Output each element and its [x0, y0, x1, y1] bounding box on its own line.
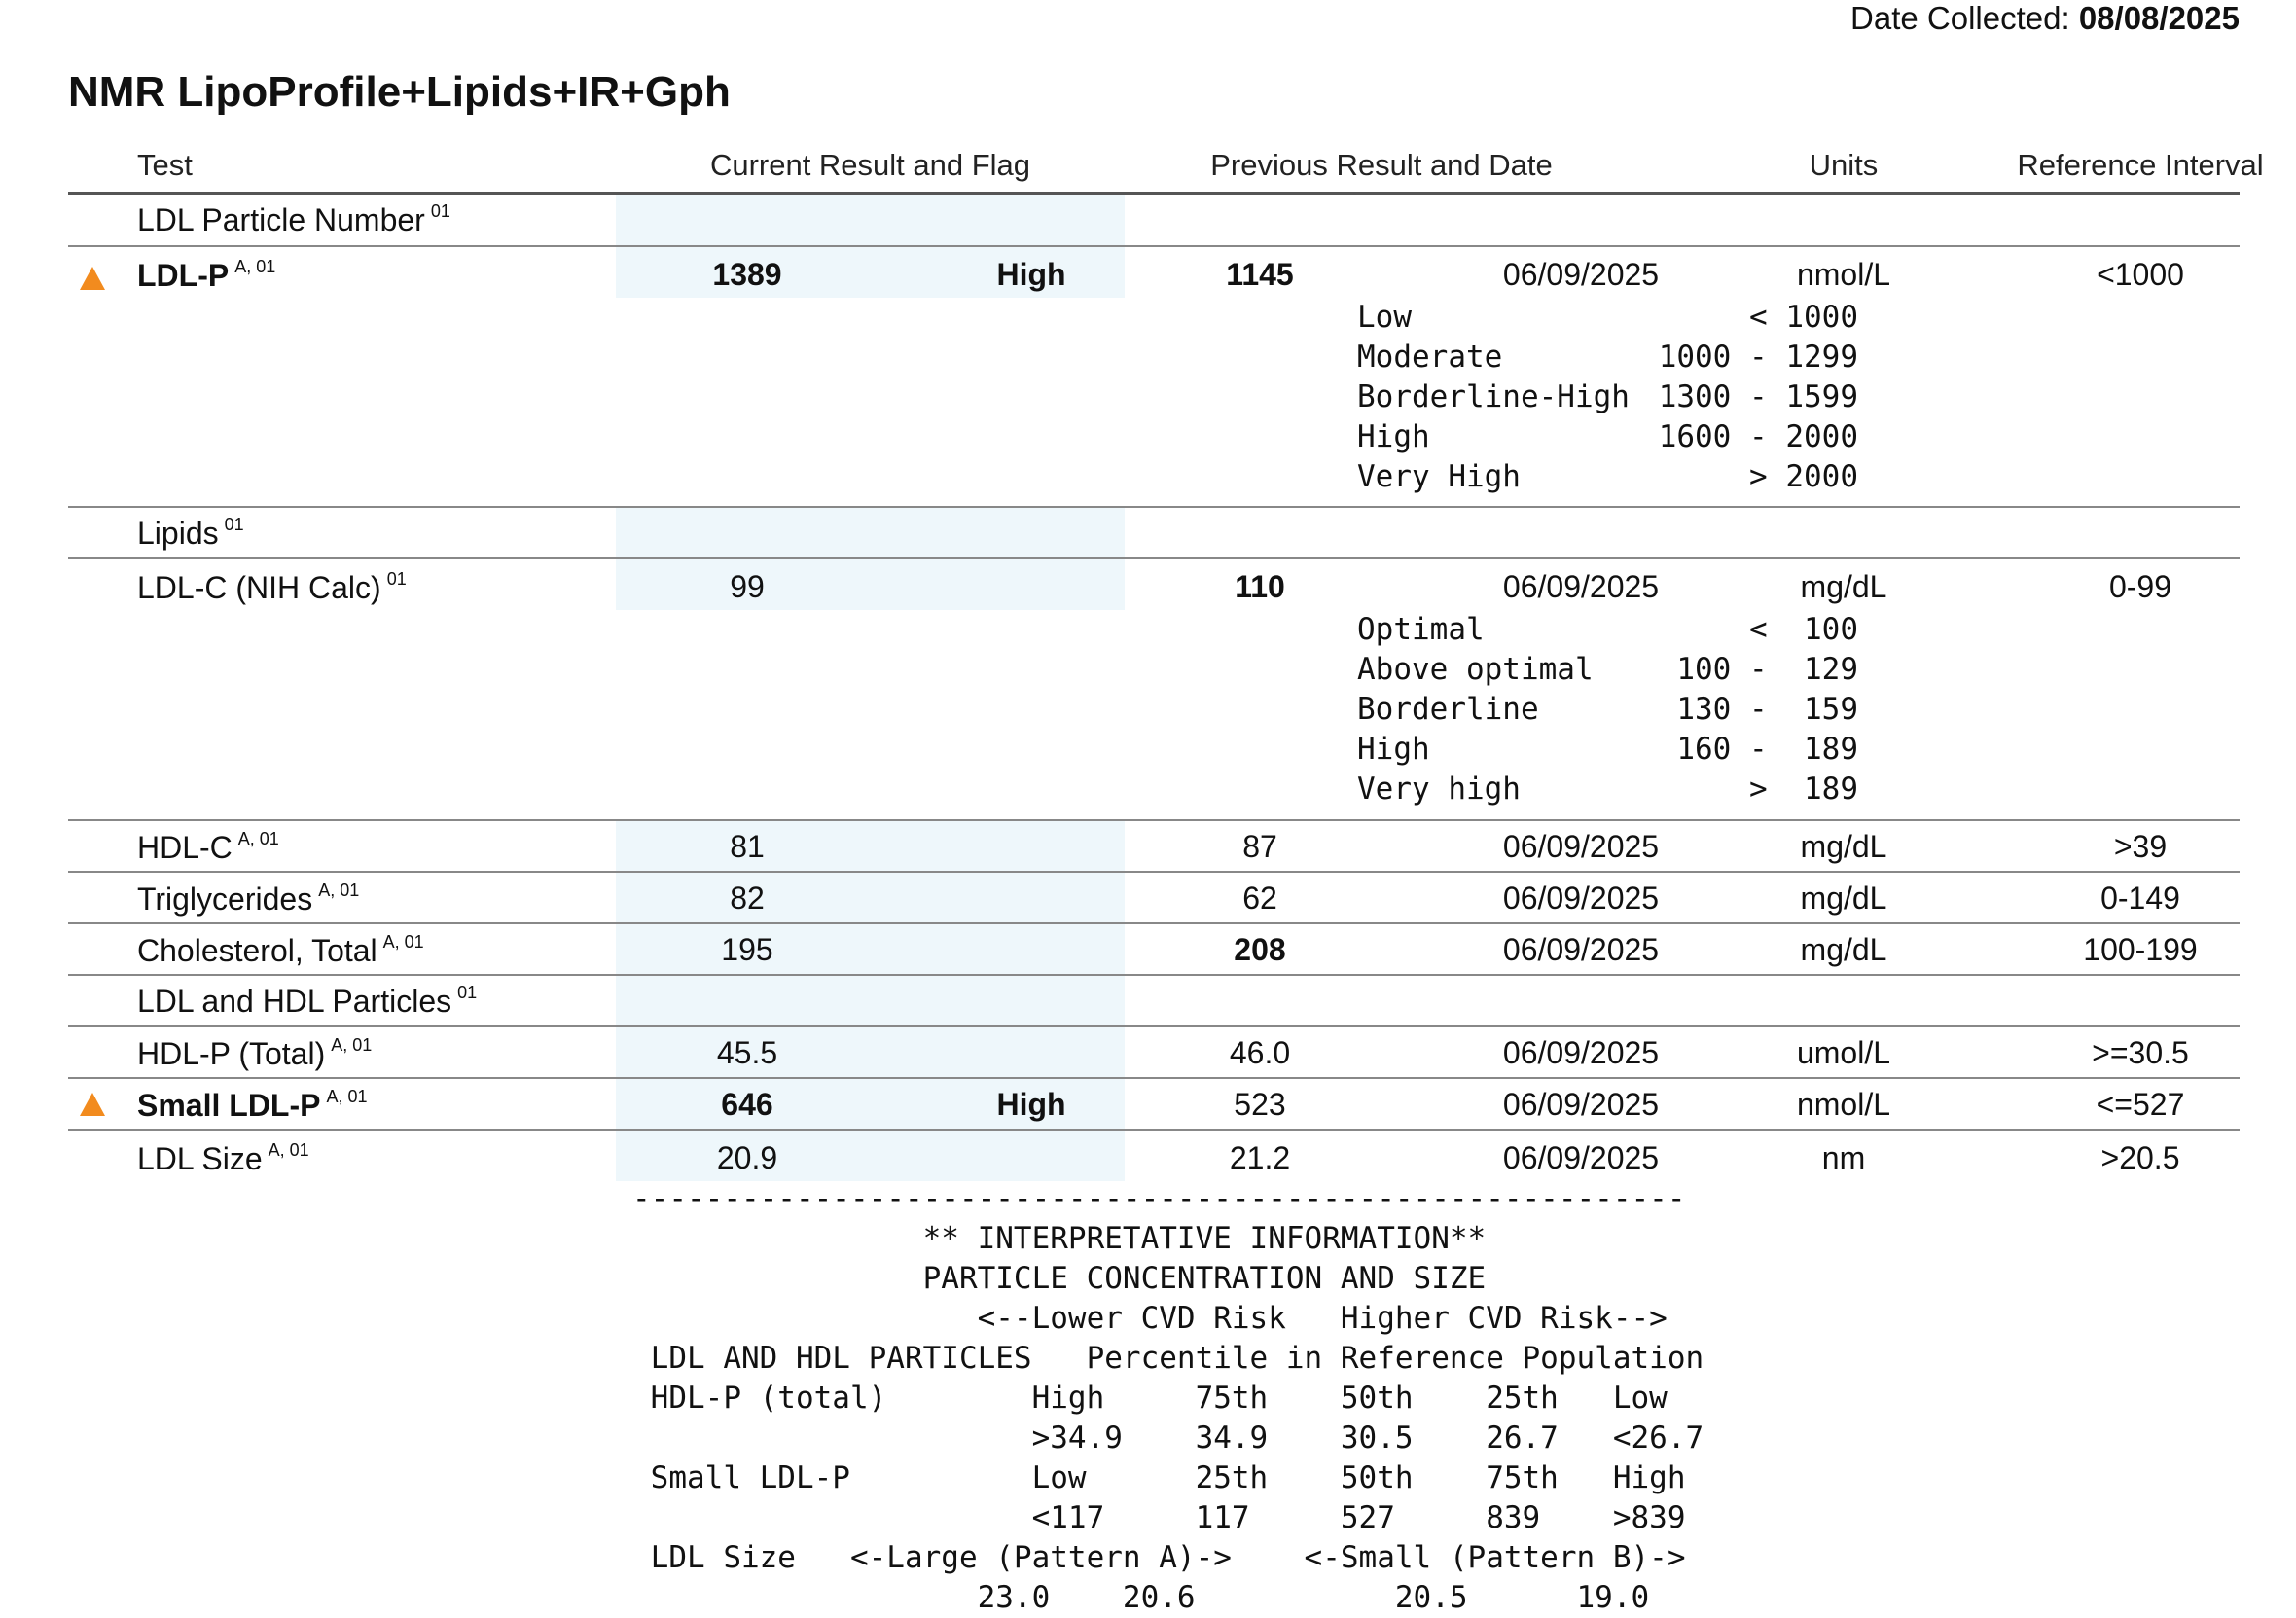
test-name: LDL-P $^{A, 01}$	[137, 257, 276, 293]
current-result: 81	[730, 829, 765, 864]
test-name: Lipids $^{01}$	[137, 515, 244, 551]
units: nmol/L	[1796, 1087, 1891, 1122]
col-header-units: Units	[1809, 148, 1879, 182]
test-name: HDL-P (Total) $^{A, 01}$	[137, 1035, 373, 1071]
interp-line: LDL Size <-Large (Pattern A)-> <-Small (Pattern B)->	[632, 1540, 1686, 1575]
col-header-previous: Previous Result and Date	[1210, 148, 1553, 182]
previous-date: 06/09/2025	[1502, 1035, 1660, 1070]
result-row-triglycerides	[68, 873, 2240, 924]
col-header-reference: Reference Interval	[2017, 148, 2264, 182]
panel-title: NMR LipoProfile+Lipids+IR+Gph	[68, 68, 731, 116]
col-header-current: Current Result and Flag	[709, 148, 1031, 182]
result-row-ldl-c	[68, 559, 2240, 821]
interpretative-information	[632, 1179, 1704, 1618]
current-result: 646	[721, 1087, 773, 1122]
reference-interval: 100-199	[2083, 932, 2198, 967]
result-row-ldl-size	[68, 1131, 2240, 1181]
previous-date: 06/09/2025	[1502, 1087, 1660, 1122]
units: mg/dL	[1800, 829, 1887, 864]
test-name: Triglycerides $^{A, 01}$	[137, 881, 360, 917]
previous-date: 06/09/2025	[1502, 257, 1660, 292]
test-name: HDL-C $^{A, 01}$	[137, 829, 279, 865]
previous-date: 06/09/2025	[1502, 932, 1660, 967]
test-name: Cholesterol, Total $^{A, 01}$	[137, 932, 424, 968]
interp-line: <117 117 527 839 >839	[632, 1500, 1686, 1535]
previous-result: 1145	[1226, 257, 1294, 292]
current-result: 195	[721, 932, 773, 967]
interp-line: 23.0 20.6 20.5 19.0	[632, 1580, 1650, 1615]
test-name: LDL and HDL Particles $^{01}$	[137, 983, 478, 1019]
reference-interval: >20.5	[2100, 1140, 2180, 1175]
result-row-small-ldl-p	[68, 1079, 2240, 1131]
units: mg/dL	[1800, 932, 1887, 967]
current-result: 45.5	[716, 1035, 778, 1070]
date-collected	[1850, 0, 2240, 37]
interp-line: ** INTERPRETATIVE INFORMATION**	[632, 1221, 1487, 1256]
previous-date: 06/09/2025	[1502, 1140, 1660, 1175]
reference-interval: <=527	[2096, 1087, 2185, 1122]
previous-date: 06/09/2025	[1502, 569, 1660, 604]
interp-line: ----------------------------------------------------------	[632, 1181, 1686, 1216]
units: mg/dL	[1800, 881, 1887, 916]
current-result: 99	[730, 569, 765, 604]
previous-result: 62	[1242, 881, 1277, 916]
previous-result: 523	[1234, 1087, 1286, 1122]
result-row-hdl-p-total	[68, 1027, 2240, 1079]
units: nmol/L	[1796, 257, 1891, 292]
reference-interval: <1000	[2097, 257, 2184, 292]
previous-result: 208	[1234, 932, 1286, 967]
interp-line: <--Lower CVD Risk Higher CVD Risk-->	[632, 1301, 1668, 1336]
abnormal-flag-icon	[80, 267, 105, 290]
test-name: Small LDL-P $^{A, 01}$	[137, 1087, 368, 1123]
interp-line: >34.9 34.9 30.5 26.7 <26.7	[632, 1420, 1704, 1456]
units: umol/L	[1796, 1035, 1891, 1070]
result-flag: High	[996, 257, 1066, 292]
reference-interval: >=30.5	[2092, 1035, 2189, 1070]
current-result: 20.9	[716, 1140, 778, 1175]
col-header-test: Test	[137, 148, 193, 182]
previous-date: 06/09/2025	[1502, 881, 1660, 916]
interp-line: PARTICLE CONCENTRATION AND SIZE	[632, 1261, 1487, 1296]
previous-result: 21.2	[1229, 1140, 1291, 1175]
units: mg/dL	[1800, 569, 1887, 604]
interp-line: LDL AND HDL PARTICLES Percentile in Reference Population	[632, 1341, 1704, 1376]
previous-result: 110	[1235, 569, 1285, 604]
test-name: LDL-C (NIH Calc) $^{01}$	[137, 569, 407, 605]
previous-result: 87	[1242, 829, 1277, 864]
result-row-hdl-c	[68, 821, 2240, 873]
date-collected-label: Date Collected:	[1850, 0, 2070, 36]
reference-interval: 0-99	[2108, 569, 2172, 604]
abnormal-flag-icon	[80, 1093, 105, 1116]
reference-interval: >39	[2113, 829, 2168, 864]
test-name: LDL Particle Number $^{01}$	[137, 201, 450, 237]
reference-interval: 0-149	[2100, 881, 2180, 916]
section-row-lipids	[68, 508, 2240, 559]
result-flag: High	[996, 1087, 1066, 1122]
section-row-ldl-particle-number	[68, 195, 2240, 247]
units: nm	[1821, 1140, 1866, 1175]
current-result: 1389	[712, 257, 782, 292]
previous-result: 46.0	[1229, 1035, 1291, 1070]
date-collected-value: 08/08/2025	[2078, 0, 2240, 36]
test-name: LDL Size $^{A, 01}$	[137, 1140, 309, 1176]
interp-line: HDL-P (total) High 75th 50th 25th Low	[632, 1381, 1668, 1416]
result-row-ldl-p	[68, 247, 2240, 508]
result-row-cholesterol-total	[68, 924, 2240, 976]
section-row-ldl-hdl-particles	[68, 976, 2240, 1027]
current-result: 82	[730, 881, 765, 916]
interp-line: Small LDL-P Low 25th 50th 75th High	[632, 1460, 1686, 1495]
previous-date: 06/09/2025	[1502, 829, 1660, 864]
